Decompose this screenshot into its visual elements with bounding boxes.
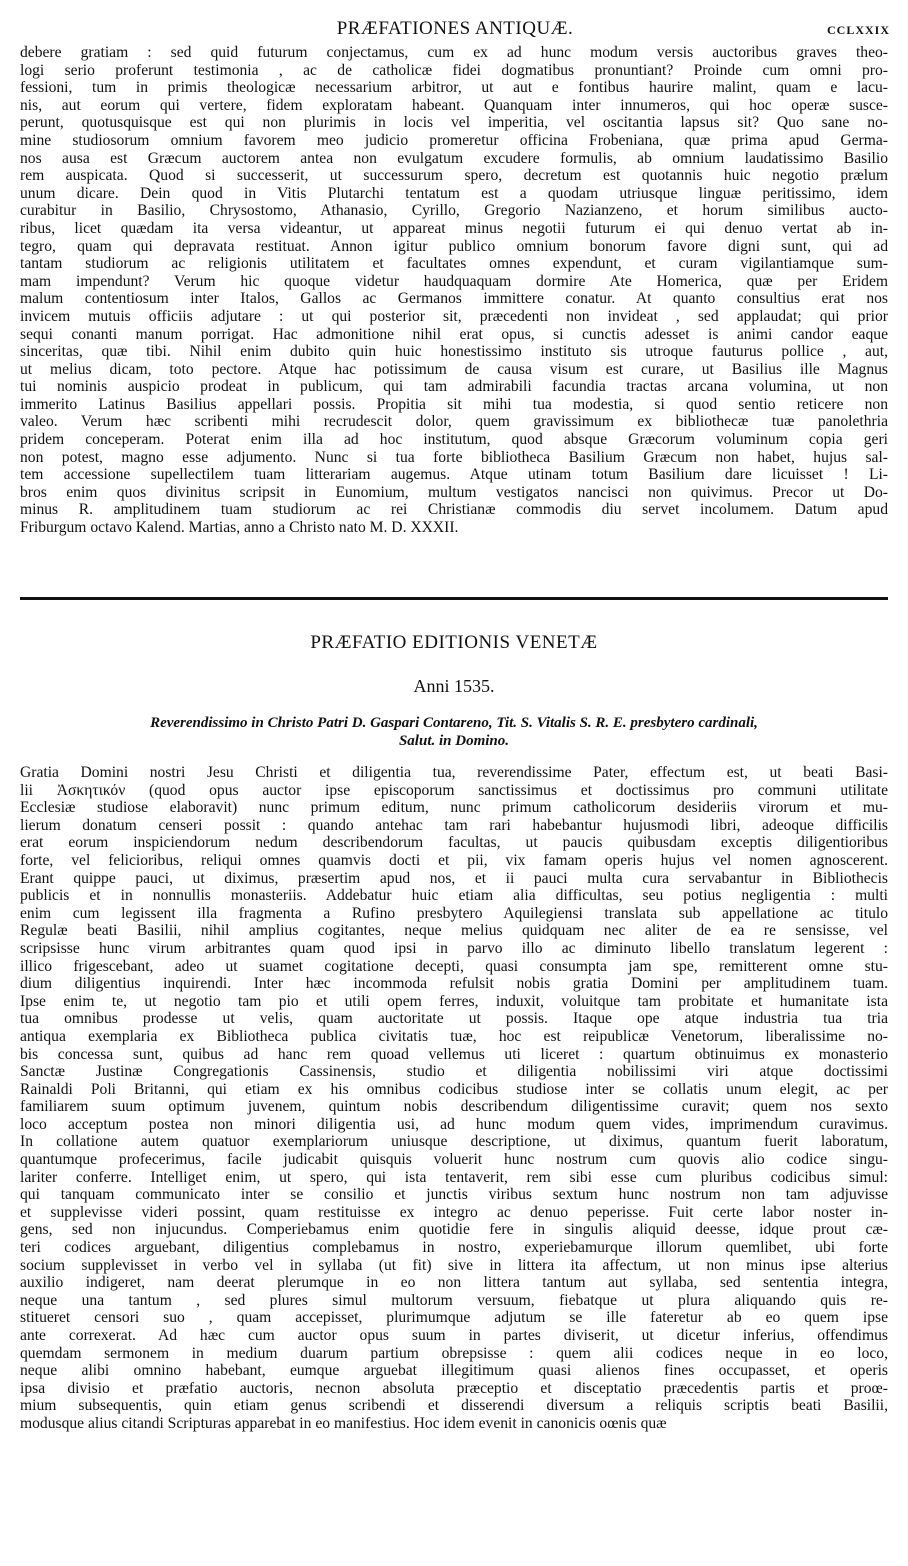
text-line: forte, vel felicioribus, reliqui omnes quamvis docti et pii, vix famam operis hujus vel nomen agnoscerent. [20,851,888,869]
text-line: pridem conceperam. Poterat enim illa ad hoc institutum, quod absque Græcorum voluminum copia geri [20,431,888,449]
text-line: teri codices arguebant, diligentius complebamus in nostro, experiebamurque illorum quemlibet, ubi forte [20,1239,888,1257]
text-line: neque una tantum , sed plures simul multorum versuum, fiebatque ut plura aliquando quis re- [20,1291,888,1309]
text-line: illico frigescebant, adeo ut suamet cogitatione decepti, quasi consumpta jam spe, remitterent omne stu- [20,957,888,975]
text-line: lariter conferre. Intelliget enim, ut spero, qui ista tentaverit, rem sibi esse cum pluribus codicibus simul: [20,1168,888,1186]
text-line: dium diligentius inquirendi. Inter hæc incommoda refulsit nobis gratia Domini per amplitudinem tuam. [20,975,888,993]
text-line: bros enim quos divinitus scripsit in Eunomium, multum vestigatos nanciscі non quivimus. Precor ut Do- [20,483,888,501]
dedication-line: Salut. in Domino. [398,733,510,749]
text-line: immerito Latinus Basilius appellari possis. Propitia sit mihi tua modestia, si quod sentio reticere non [20,395,888,413]
text-line: sinceritas, quæ tibi. Nihil enim dubito quin huic honestissimo instituto sis utroque fauturus pollice , aut, [20,343,888,361]
veneta-preface-text [20,764,888,1433]
frobenius-preface-text [20,44,888,537]
text-line: ribus, licet quædam ita versa videantur, ut appareat minus negotii futurum ei qui denuo vertat ab in- [20,219,888,237]
text-line: gens, sed non injucundus. Comperiebamus enim quotidie fere in singulis aliquid deesse, idque prout cæ- [20,1221,888,1239]
text-line: antiqua exemplaria ex Bibliotheca publica civitatis tuæ, hoc est reipublicæ Venetorum, liberalissime no- [20,1027,888,1045]
text-line: invicem mutuis officiis adjutare : ut qui posterior sit, præcedenti non invideat , sed applaudat; qui prior [20,307,888,325]
text-line: et supplevisse videri possint, quam restituisse ex integro ac denuo peperisse. Fuit certe labor noster in- [20,1203,888,1221]
text-line: publicis et in nonnullis monasteriis. Addebatur huic etiam alia difficultas, seu potius negligentia : multi [20,887,888,905]
text-line: Erant quippe pauci, ut diximus, præsertim apud nos, et ii pauci multa cura servabantur in Bibliothecis [20,869,888,887]
text-line: lierum donatum censeri possit : quando antehac tam rari habebantur hujusmodi libri, adeoque difficilis [20,816,888,834]
text-line: perunt, quotusquisque est qui non plurimis in locis vel imperitia, vel oscitantia lapsus sit? Quo sane no- [20,114,888,132]
text-line: rem auspicata. Quod si successerit, ut successurum spero, decretum est quotannis huic negotio prælum [20,167,888,185]
text-line: quemdam sermonem in medium duarum partium obrepsisse : quem alii codices neque in eo loco, [20,1344,888,1362]
text-line: ut melius dicam, toto pectore. Atque hac potissimum de causa visum est curare, ut Basilius ille Magnus [20,360,888,378]
text-line: Ecclesiæ studiose elaboravit) nunc primum editum, nunc primum catholicorum desideriis virorum et mu- [20,799,888,817]
section-year: Anni 1535. [413,676,495,696]
text-line: curabitur in Basilio, Chrysostomo, Athanasio, Cyrillo, Gregorio Nazianzeno, et horum similibus aucto- [20,202,888,220]
text-line: mam impendunt? Verum hic quoque videtur haudquaquam dormire Ate Homerica, quæ per Eridem [20,272,888,290]
text-line: Regulæ beati Basilii, nihil amplius cogitantes, neque melius quidquam nec aliter de ea re sensisse, vel [20,922,888,940]
text-line: lii Ἀσκητικόν (quod opus auctor ipse episcoporum sanctissimus et doctissimus pro communi utilitate [20,781,888,799]
section-divider-rule [20,597,888,600]
text-line: malum contentiosum inter Italos, Gallos ac Germanos immittere conatur. At quanto consultius erat nos [20,290,888,308]
page-number: CCLXXIX [826,23,890,37]
text-line: loco acceptum postea non minori diligentia usi, ad hunc modum quem vides, imprimendum curavimus. [20,1115,888,1133]
text-line: Gratia Domini nostri Jesu Christi et diligentia tua, reverendissime Pater, effectum est, ut beati Basi- [20,764,888,781]
text-line: tantam studiorum ac religionis utilitatem et facultates omnes expendunt, et curam vigilantiamque sum- [20,255,888,273]
text-line: qui tanquam communicato inter se consilio et junctis viribus sextum hunc nostrum non tam adjuvisse [20,1186,888,1204]
text-line: In collatione autem quatuor exemplariorum uniusque descriptione, ut diximus, quantum fuerit laboratum, [20,1133,888,1151]
text-line: neque alibi omnino habebant, eumque arguebat illegitimum quasi alienos fines occupasset, et operis [20,1362,888,1380]
text-line: Ipse enim te, ut negotio tam pio et utili opem ferres, induxit, voluitque tam probitate et humanitate ista [20,992,888,1010]
running-title: PRÆFATIONES ANTIQUÆ. [336,18,574,39]
text-line: tem accessione supellectilem tuam litterariam augemus. Atque utinam totum Basilium dare licuisset ! Li- [20,466,888,484]
text-line: nis, aut eorum qui vertere, fidem exploratam habeant. Quanquam inter innumeros, qui hoc operæ susce- [20,96,888,114]
text-line: modusque alius citandi Scripturas apparebat in eo manifestius. Hoc idem evenit in canonicis oœnis quæ [20,1414,667,1432]
text-line: logi serio proferunt testimonia , ac de catholicæ fidei dogmatibus pronuntiant? Proinde cum omni pro- [20,61,888,79]
text-line: ante correxerat. Ad hæc cum auctor opus suum in partes diviserit, ut dicetur inferius, offendimus [20,1327,888,1344]
text-line: bis concessa sunt, quibus ad hanc rem quoad vellemus uti liceret : quartum obtinuimus ex monasterio [20,1045,888,1063]
text-line: Rainaldi Poli Britanni, qui etiam ex his omnibus codicibus studiose inter se collatis unum elegit, ac per [20,1080,888,1098]
text-line: scripsisse hunc virum arbitrantes quam quod ipsi in parvo illo ac diminuto libello translatum legerent : [20,939,888,957]
text-line: minus R. amplitudinem tuam studiorum ac rei Christianæ commodis diu servet incolumem. Datum apud [20,501,888,519]
text-line: tegro, quam qui depravata restituat. Annon igitur publico omnium bonorum favore digni sunt, qui ad [20,237,888,255]
text-line: erat eorum inspiciendorum nedum describendorum facultas, ut paucis quibusdam exceptis diligentioribus [20,834,888,852]
text-line: quantumque profecerimus, facile judicabit quisquis voluerit hunc nostrum cum quovis alio codice singu- [20,1151,888,1169]
text-line: debere gratiam : sed quid futurum conjectamus, cum ex ad hunc modum versis auctoribus graves theo- [20,44,888,61]
text-line: sequi conanti manum porrigat. Hac admonitione nihil erat opus, si cunctis adesset is animi candor eaque [20,325,888,343]
text-line: non potest, magno esse adjumento. Nunc si tua forte bibliotheca Basilium Græcum non habet, hujus sal- [20,448,888,466]
text-line: Friburgum octavo Kalend. Martias, anno a Christo nato M. D. XXXII. [20,519,459,537]
dedication-line: Reverendissimo in Christo Patri D. Gaspari Contareno, Tit. S. Vitalis S. R. E. presbytero cardinali, [150,715,758,731]
dedication [20,714,888,750]
text-line: socium supplevisset in verbo vel in syllaba (ut fit) sive in littera ita affectum, ut non minus ipse alterius [20,1256,888,1274]
text-line: auxilio indigeret, nam deerat plerumque in eo non littera tantum aut syllaba, sed sententia integra, [20,1274,888,1292]
text-line: ipsa divisio et præfatio auctoris, necnon absoluta præceptio et disceptatio præcedentis partis et proœ- [20,1379,888,1397]
running-head [20,18,890,46]
text-line: stitueret censori suo , quam accepisset, plurimumque adjutum se ille fateretur ab eo quem ipse [20,1309,888,1327]
text-line: fessioni, tum in primis theologicæ necessarium arbitror, ut aut e fontibus haurire malint, quam e lacu- [20,79,888,97]
section-title: PRÆFATIO EDITIONIS VENETÆ [310,632,598,653]
text-line: Sanctæ Justinæ Congregationis Cassinensis, studio et diligentia nobilissimi viri atque doctissimi [20,1063,888,1081]
text-line: tui nominis auspicio prodeat in publicum, qui tam admirabili facundia tractas arcana volumina, ut non [20,378,888,396]
text-line: tua omnibus prodesse ut velis, quam auctoritate ut possis. Itaque ope atque industria tua tria [20,1010,888,1028]
text-line: enim cum legissent illa fragmenta a Rufino presbytero Aquilegiensi translata sub appellatione ac titulo [20,904,888,922]
text-line: mium subsequentis, quin etiam genus scribendi et disserendi diversum a reliquis scriptis beati Basilii, [20,1397,888,1415]
text-line: mine studiosorum omnium favorem meo judicio promeretur officina Frobeniana, quæ prima apud Germa- [20,131,888,149]
text-line: unum dicare. Dein quod in Vitis Plutarchi tentatum est a quodam utriusque linguæ peritissimo, idem [20,184,888,202]
text-line: nos ausa est Græcum auctorem antea non evulgatum excudere formulis, ab omnium laudatissimo Basilio [20,149,888,167]
text-line: valeo. Verum hæc scribenti mihi recrudescit dolor, quem gravissimum ex bibliothecæ tuæ panolethria [20,413,888,431]
text-line: familiarem suum optimum juvenem, quintum nobis describendum diligentissime curavit; quem nos sexto [20,1098,888,1116]
